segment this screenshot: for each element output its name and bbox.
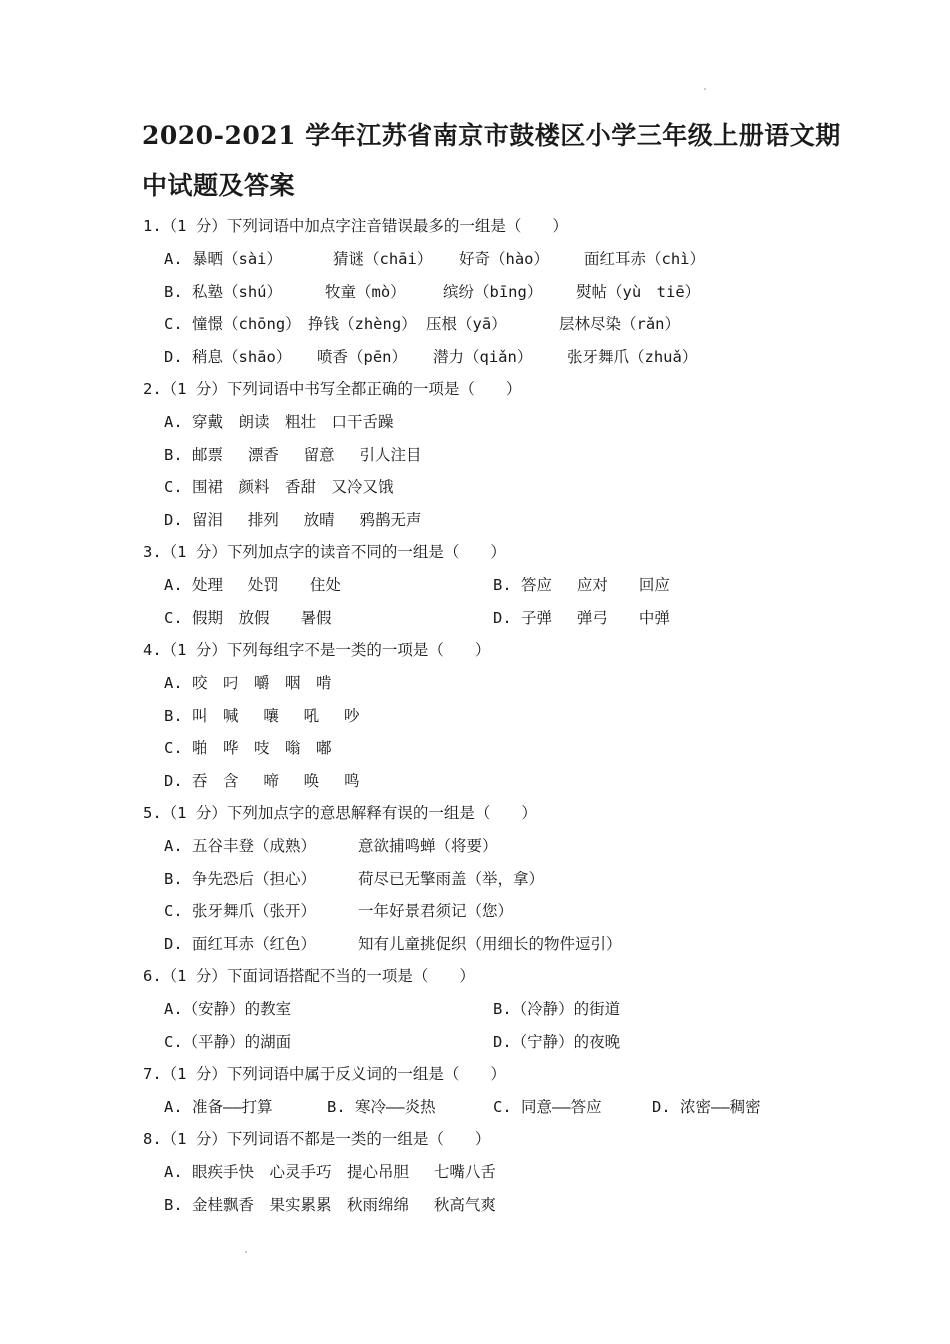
q1-option-c-word-3: 压根（yā） <box>426 315 507 333</box>
q8-option-a: A. 眼疾手快 心灵手巧 提心吊胆 七嘴八舌 <box>164 1163 496 1181</box>
q5-option-c-right: 一年好景君须记（您） <box>358 902 514 920</box>
q5-option-c-left: C. 张牙舞爪（张开） <box>164 902 316 920</box>
q5-option-a-left: A. 五谷丰登（成熟） <box>164 837 316 855</box>
q4-option-d: D. 吞 含 啼 唤 鸣 <box>164 772 360 790</box>
question-3-stem: 3.（1 分）下列加点字的读音不同的一组是（ ） <box>143 543 506 561</box>
q7-option-a: A. 准备——打算 <box>164 1098 273 1116</box>
q5-option-d-left: D. 面红耳赤（红色） <box>164 935 316 953</box>
scan-speck-top <box>704 88 706 90</box>
q1-option-a-word-3: 好奇（hào） <box>459 250 549 268</box>
q2-option-c: C. 围裙 颜料 香甜 又冷又饿 <box>164 478 394 496</box>
q2-option-a: A. 穿戴 朗读 粗壮 口干舌躁 <box>164 413 394 431</box>
question-1-stem: 1.（1 分）下列词语中加点字注音错误最多的一组是（ ） <box>143 217 568 235</box>
q1-option-a-word-1: A. 暴晒（sài） <box>164 250 282 268</box>
q6-option-c: C.（平静）的湖面 <box>164 1033 292 1051</box>
q7-option-b: B. 寒冷——炎热 <box>327 1098 436 1116</box>
q7-option-c: C. 同意——答应 <box>493 1098 602 1116</box>
page-title-line-1: 2020-2021 学年江苏省南京市鼓楼区小学三年级上册语文期 <box>142 121 841 150</box>
q4-option-a: A. 咬 叼 嚼 咽 啃 <box>164 674 332 692</box>
q2-option-d: D. 留泪 排列 放晴 鸦鹊无声 <box>164 511 422 529</box>
q1-option-d-word-3: 潜力（qiǎn） <box>433 348 533 366</box>
q3-option-c: C. 假期 放假 暑假 <box>164 609 332 627</box>
q6-option-d: D.（宁静）的夜晚 <box>493 1033 621 1051</box>
q1-option-b-word-1: B. 私塾（shú） <box>164 283 282 301</box>
q3-option-a: A. 处理 处罚 住处 <box>164 576 341 594</box>
q1-option-a-word-2: 猜谜（chāi） <box>333 250 433 268</box>
question-8-stem: 8.（1 分）下列词语不都是一类的一组是（ ） <box>143 1130 491 1148</box>
q1-option-b-word-2: 牧童（mò） <box>325 283 406 301</box>
q4-option-b: B. 叫 喊 嚷 吼 吵 <box>164 707 360 725</box>
q1-option-a-word-4: 面红耳赤（chì） <box>584 250 705 268</box>
question-2-stem: 2.（1 分）下列词语中书写全都正确的一项是（ ） <box>143 380 522 398</box>
q1-option-d-word-2: 喷香（pēn） <box>317 348 407 366</box>
q4-option-c: C. 啪 哗 吱 嗡 嘟 <box>164 739 332 757</box>
q1-option-b-word-3: 缤纷（bīng） <box>443 283 543 301</box>
q6-option-a: A.（安静）的教室 <box>164 1000 292 1018</box>
q1-option-c-word-4: 层林尽染（rǎn） <box>559 315 680 333</box>
question-6-stem: 6.（1 分）下面词语搭配不当的一项是（ ） <box>143 967 475 985</box>
q1-option-c-word-1: C. 憧憬（chōng） <box>164 315 301 333</box>
q1-option-c-word-2: 挣钱（zhèng） <box>308 315 417 333</box>
q8-option-b: B. 金桂飘香 果实累累 秋雨绵绵 秋高气爽 <box>164 1196 496 1214</box>
question-7-stem: 7.（1 分）下列词语中属于反义词的一组是（ ） <box>143 1065 506 1083</box>
q1-option-b-word-4: 熨帖（yù tiē） <box>576 283 701 301</box>
question-4-stem: 4.（1 分）下列每组字不是一类的一项是（ ） <box>143 641 491 659</box>
q5-option-d-right: 知有儿童挑促织（用细长的物件逗引） <box>358 935 622 953</box>
q2-option-b: B. 邮票 漂香 留意 引人注目 <box>164 446 422 464</box>
q7-option-d: D. 浓密——稠密 <box>652 1098 761 1116</box>
q5-option-b-right: 荷尽已无擎雨盖（举，拿） <box>358 870 545 888</box>
page-title-line-2: 中试题及答案 <box>142 171 296 200</box>
q5-option-a-right: 意欲捕鸣蝉（将要） <box>358 837 498 855</box>
scan-speck-bottom <box>245 1251 247 1253</box>
q1-option-d-word-1: D. 稍息（shāo） <box>164 348 292 366</box>
q1-option-d-word-4: 张牙舞爪（zhuǎ） <box>567 348 698 366</box>
question-5-stem: 5.（1 分）下列加点字的意思解释有误的一组是（ ） <box>143 804 537 822</box>
q3-option-b: B. 答应 应对 回应 <box>493 576 670 594</box>
q3-option-d: D. 子弹 弹弓 中弹 <box>493 609 670 627</box>
q6-option-b: B.（冷静）的街道 <box>493 1000 621 1018</box>
q5-option-b-left: B. 争先恐后（担心） <box>164 870 316 888</box>
